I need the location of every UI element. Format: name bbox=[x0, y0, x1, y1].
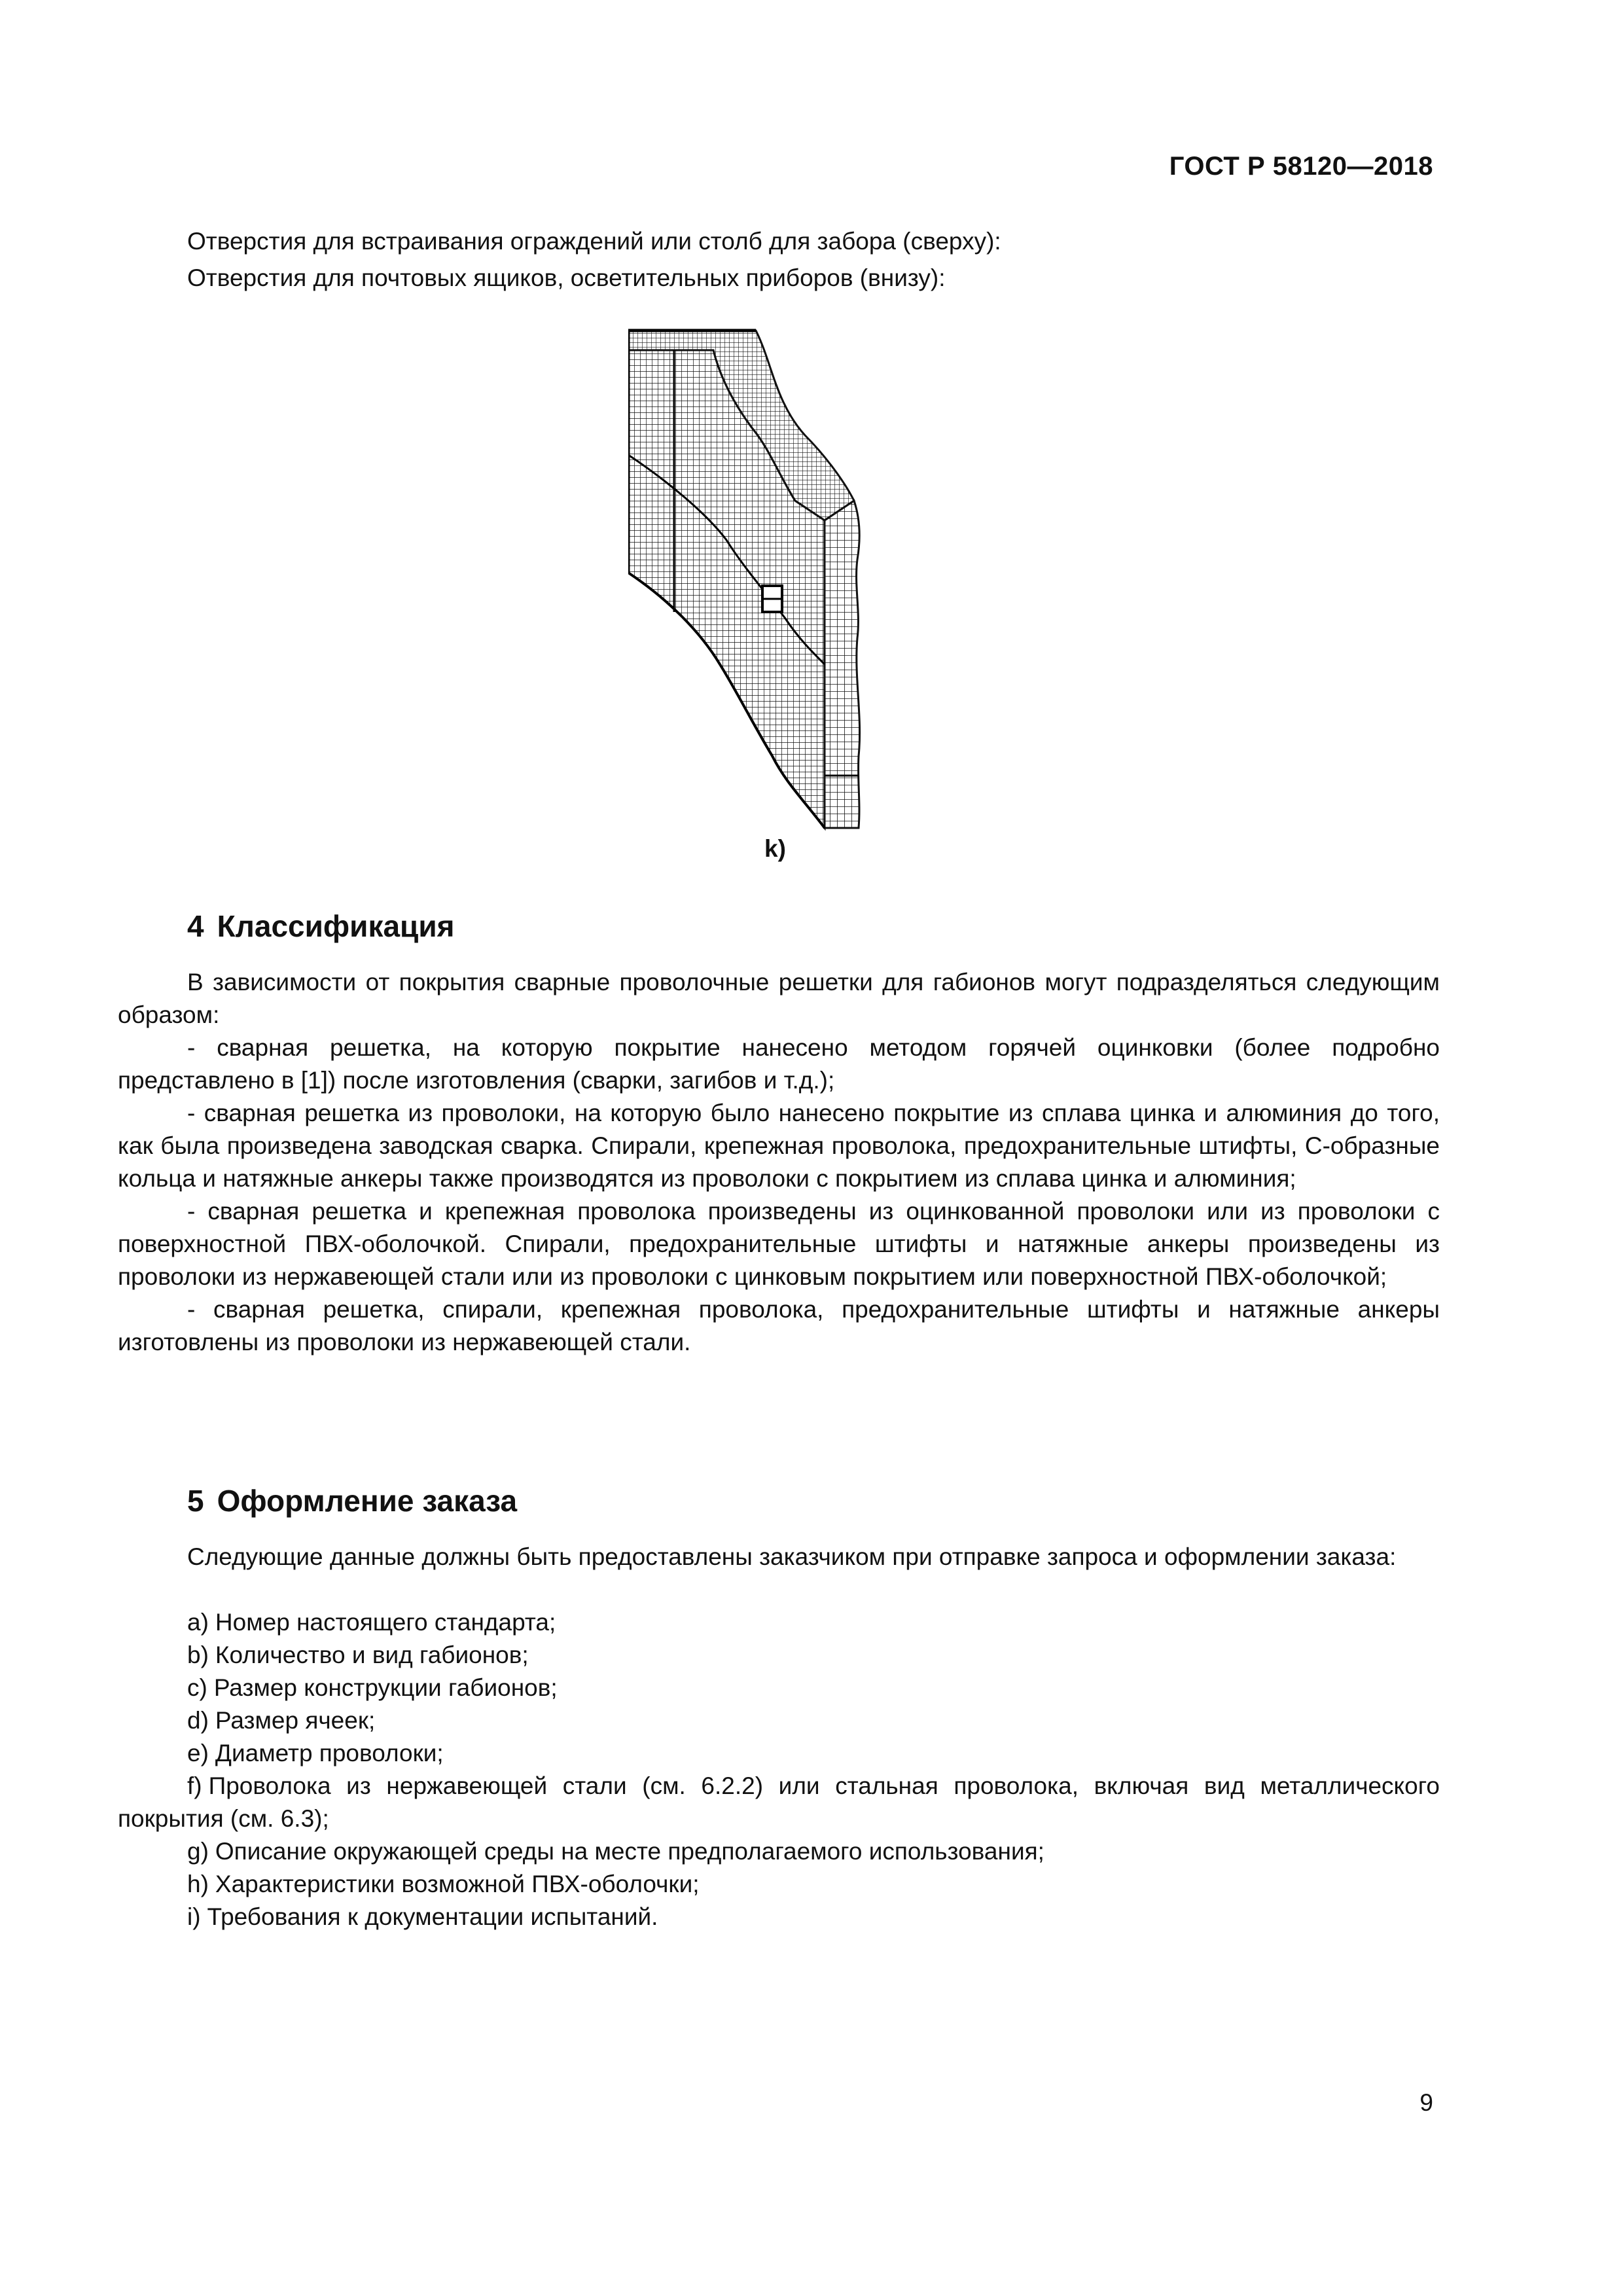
section-5-number: 5 bbox=[187, 1484, 204, 1518]
list-item: h) Характеристики возможной ПВХ-оболочки; bbox=[187, 1871, 700, 1897]
list-item: f) Проволока из нержавеющей стали (см. 6.2.2) или стальная проволока, включая вид металлического покрытия (см. 6.3); bbox=[118, 1772, 1440, 1832]
list-item: g) Описание окружающей среды на месте предполагаемого использования; bbox=[187, 1838, 1044, 1865]
list-item: e) Диаметр проволоки; bbox=[187, 1740, 444, 1767]
classification-item: - сварная решетка из проволоки, на которую было нанесено покрытие из сплава цинка и алюминия до того, как была произведена заводская сварка. Спирали, крепежная проволока, предохранительные штифты, С-образные кольца и натяжные анкеры также производятся из проволоки с покрытием из сплава цинка и алюминия; bbox=[118, 1100, 1440, 1192]
gabion-wire-mesh-drawing bbox=[628, 324, 929, 848]
intro-line-bottom-openings: Отверстия для почтовых ящиков, осветительных приборов (внизу): bbox=[187, 264, 946, 291]
figure-caption: k) bbox=[764, 835, 786, 862]
document-id: ГОСТ Р 58120—2018 bbox=[1169, 152, 1433, 181]
list-item: a) Номер настоящего стандарта; bbox=[187, 1609, 556, 1636]
gabion-end-face bbox=[825, 501, 860, 828]
intro-line-top-openings: Отверстия для встраивания ограждений или столб для забора (сверху): bbox=[187, 228, 1001, 255]
classification-item: - сварная решетка, спирали, крепежная проволока, предохранительные штифты и натяжные анкеры изготовлены из проволоки из нержавеющей стали. bbox=[118, 1296, 1440, 1355]
list-item: c) Размер конструкции габионов; bbox=[187, 1674, 558, 1701]
section-4-number: 4 bbox=[187, 909, 204, 943]
section-4-body bbox=[118, 966, 1440, 1359]
classification-item: - сварная решетка и крепежная проволока произведены из оцинкованной проволоки или из проволоки с поверхностной ПВХ-оболочкой. Спирали, предохранительные штифты и натяжные анкеры произведены из проволоки из нержавеющей стали или из проволоки с цинковым покрытием или поверхностной ПВХ-оболочкой; bbox=[118, 1198, 1440, 1290]
section-4-title: Классификация bbox=[217, 909, 455, 943]
section-5-title: Оформление заказа bbox=[217, 1484, 518, 1518]
section-5-heading bbox=[187, 1483, 517, 1518]
classification-item: - сварная решетка, на которую покрытие нанесено методом горячей оцинковки (более подробно представлено в [1]) после изготовления (сварки, загибов и т.д.); bbox=[118, 1034, 1440, 1094]
section-4-heading bbox=[187, 908, 454, 944]
list-item: b) Количество и вид габионов; bbox=[187, 1641, 529, 1668]
list-item: d) Размер ячеек; bbox=[187, 1707, 376, 1734]
gabion-figure bbox=[628, 324, 929, 848]
order-requirements-list bbox=[118, 1606, 1440, 1933]
list-item: i) Требования к документации испытаний. bbox=[187, 1903, 658, 1930]
section-5-intro-block bbox=[118, 1541, 1440, 1573]
section-5-intro: Следующие данные должны быть предоставлены заказчиком при отправке запроса и оформлении заказа: bbox=[187, 1543, 1397, 1570]
section-4-intro: В зависимости от покрытия сварные проволочные решетки для габионов могут подразделяться следующим образом: bbox=[118, 969, 1440, 1028]
page-number: 9 bbox=[1419, 2089, 1433, 2116]
